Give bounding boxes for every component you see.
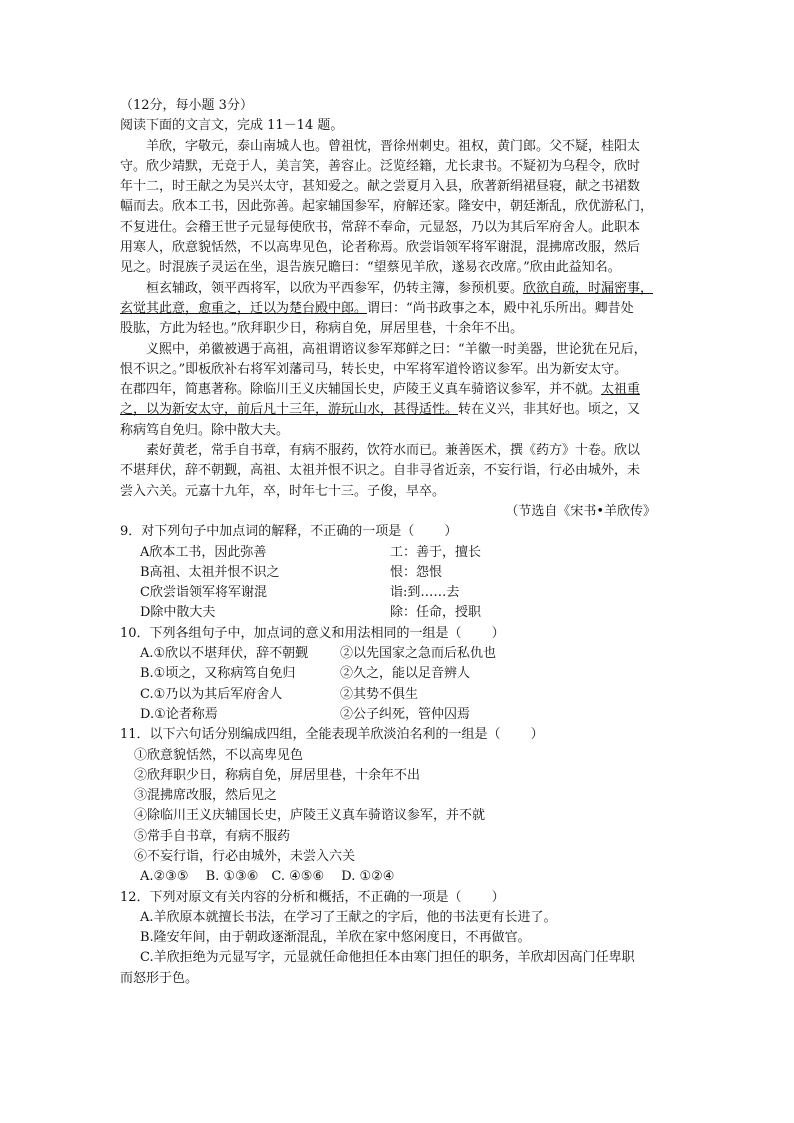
question-9-option-c[interactable] <box>120 583 680 603</box>
passage-text: 桓玄辅政，领平西将军，以欣为平西参军，仍转主簿，参预机要。 <box>146 280 524 296</box>
passage-line <box>120 299 680 319</box>
question-11-choices[interactable]: A.②③⑤ B. ①③⑥ C. ④⑤⑥ D. ①②④ <box>140 869 395 885</box>
passage-line <box>120 380 680 400</box>
question-10-option-b[interactable] <box>120 664 680 684</box>
option-sentence-2: ②以先国家之急而后私仇也 <box>340 646 497 662</box>
question-11-item: ①欣意貌恬然，不以高卑见色 <box>134 747 304 763</box>
passage-line: 素好黄老，常手自书章，有病不服药，饮符水而已。兼善医术，撰《药方》十卷。欣以 <box>146 443 641 459</box>
question-12-option-c[interactable]: C.羊欣拒绝为元显写字，元显就任命他担任本由寒门担任的职务，羊欣却因高门任卑职 <box>140 950 635 966</box>
question-11-item: ③混拂席改服，然后见之 <box>134 788 278 804</box>
option-gloss: 恨：怨恨 <box>390 564 443 580</box>
question-12 <box>120 888 680 989</box>
question-11-item: ⑤常手自书章，有病不服药 <box>134 828 291 844</box>
option-sentence-2: ②久之，能以足音辨人 <box>340 666 471 682</box>
option-sentence-1: C.①乃以为其后军府舍人 <box>140 686 283 702</box>
question-11 <box>120 725 680 887</box>
passage-line: 称病笃自免归。除中散大夫。 <box>120 422 290 438</box>
passage-line: 见之。时混族子灵运在坐，退告族兄瞻曰：“望蔡见羊欣，遂易衣改席。”欣由此益知名。 <box>120 260 621 276</box>
passage-line: 尝入六关。元嘉十九年，卒，时年七十三。子俊，早卒。 <box>120 483 446 499</box>
passage-line: 羊欣，字敬元，泰山南城人也。曾祖忱，晋徐州刺史。祖权，黄门郎。父不疑，桂阳太 <box>146 138 641 154</box>
question-9-option-d[interactable] <box>120 603 680 623</box>
reading-instruction: 阅读下面的文言文，完成 11－14 题。 <box>120 118 344 134</box>
exam-page <box>120 96 680 989</box>
question-9 <box>120 522 680 623</box>
question-9-option-a[interactable] <box>120 543 680 563</box>
passage <box>120 137 680 502</box>
question-10-option-c[interactable] <box>120 685 680 705</box>
option-text: A欣本工书，因此弥善 <box>140 544 267 560</box>
option-text: B高祖、太祖并恨不识之 <box>140 564 280 580</box>
score-note: （12分，每小题 3分） <box>120 98 253 113</box>
passage-line: 年十二，时王献之为吴兴太守，甚知爱之。献之尝夏月入县，欣著新绢裙昼寝，献之书裙数 <box>120 179 641 195</box>
question-12-stem: 12．下列对原文有关内容的分析和概括，不正确的一项是（ ） <box>120 889 505 905</box>
underlined-sentence: 太祖重 <box>601 382 641 398</box>
option-gloss: 诣:到……去 <box>390 585 460 601</box>
passage-source: （节选自《宋书•羊欣传》 <box>505 503 656 519</box>
option-text: D除中散大夫 <box>140 605 216 621</box>
question-11-item: ②欣拜职少日，称病自免，屏居里巷，十余年不出 <box>134 767 421 783</box>
passage-line <box>120 400 680 420</box>
passage-text: 谓曰：“尚书政事之本，殿中礼乐所出。卿昔处 <box>367 300 634 316</box>
question-10-option-d[interactable] <box>120 705 680 725</box>
passage-line <box>120 279 680 299</box>
option-gloss: 除：任命，授职 <box>390 605 482 621</box>
passage-line: 幅而去。欣本工书，因此弥善。起家辅国参军，府解还家。隆安中，朝廷渐乱，欣优游私门， <box>120 199 654 215</box>
question-12-option-c-continued: 而怒形于色。 <box>120 970 199 986</box>
question-11-item: ⑥不妄行诣，行必由城外，未尝入六关 <box>134 848 356 864</box>
passage-line: 不堪拜伏，辞不朝觐，高祖、太祖并恨不识之。自非寻省近亲，不妄行诣，行必由城外，未 <box>120 463 641 479</box>
question-10-stem: 10．下列各组句子中，加点词的意义和用法相同的一组是（ ） <box>120 625 505 641</box>
option-sentence-1: A.①欣以不堪拜伏，辞不朝觐 <box>140 646 309 662</box>
passage-line: 不复进仕。会稽王世子元显每使欣书，常辞不奉命，元显怒，乃以为其后军府舍人。此职本 <box>120 219 641 235</box>
underlined-sentence: 欣欲自疏，时漏密事， <box>523 280 654 296</box>
underlined-sentence: 之，以为新安太守，前后凡十三年，游玩山水，甚得适性。 <box>120 402 459 418</box>
question-11-item: ④除临川王义庆辅国长史，庐陵王义真车骑谘议参军，并不就 <box>134 808 486 824</box>
question-12-option-a[interactable]: A.羊欣原本就擅长书法，在学习了王献之的字后，他的书法更有长进了。 <box>140 909 557 925</box>
question-10 <box>120 624 680 725</box>
passage-line: 恨不识之。”即板欣补右将军刘藩司马，转长史，中军将军道怜谘议参军。出为新安太守。 <box>120 361 628 377</box>
question-9-stem: 9．对下列句子中加点词的解释，不正确的一项是（ ） <box>120 524 458 540</box>
question-9-option-b[interactable] <box>120 563 680 583</box>
question-11-stem: 11．以下六句话分别编成四组，全能表现羊欣淡泊名利的一组是（ ） <box>120 727 544 743</box>
passage-line: 义熙中，弟徽被遇于高祖，高祖谓谘议参军郑鲜之曰：“羊徽一时美器，世论犹在兄后， <box>146 341 647 357</box>
option-sentence-1: D.①论者称焉 <box>140 706 218 722</box>
underlined-sentence: 玄觉其此意，愈重之，迁以为楚台殿中郎。 <box>120 300 368 316</box>
option-sentence-2: ②公子纠死，管仲囚焉 <box>340 706 471 722</box>
passage-line: 股肱，方此为轻也。”欣拜职少日，称病自免，屏居里巷，十余年不出。 <box>120 321 524 337</box>
question-10-option-a[interactable] <box>120 644 680 664</box>
passage-line: 守。欣少靖默，无竞于人，美言笑，善容止。泛览经籍，尤长隶书。不疑初为乌程令，欣时 <box>120 158 641 174</box>
passage-line: 用寒人，欣意貌恬然，不以高卑见色，论者称焉。欣尝诣领军将军谢混，混拂席改服，然后 <box>120 240 641 256</box>
option-sentence-2: ②其势不俱生 <box>340 686 419 702</box>
passage-text: 在郡四年，简惠著称。除临川王义庆辅国长史，庐陵王义真车骑谘议参军，并不就。 <box>120 382 602 398</box>
option-text: C欣尝诣领军将军谢混 <box>140 585 267 601</box>
passage-text: 转在义兴，非其好也。顷之，又 <box>458 402 641 418</box>
option-gloss: 工：善于，擅长 <box>390 544 482 560</box>
question-12-option-b[interactable]: B.隆安年间，由于朝政逐渐混乱，羊欣在家中悠闲度日，不再做官。 <box>140 930 531 946</box>
option-sentence-1: B.①顷之，又称病笃自免归 <box>140 666 296 682</box>
